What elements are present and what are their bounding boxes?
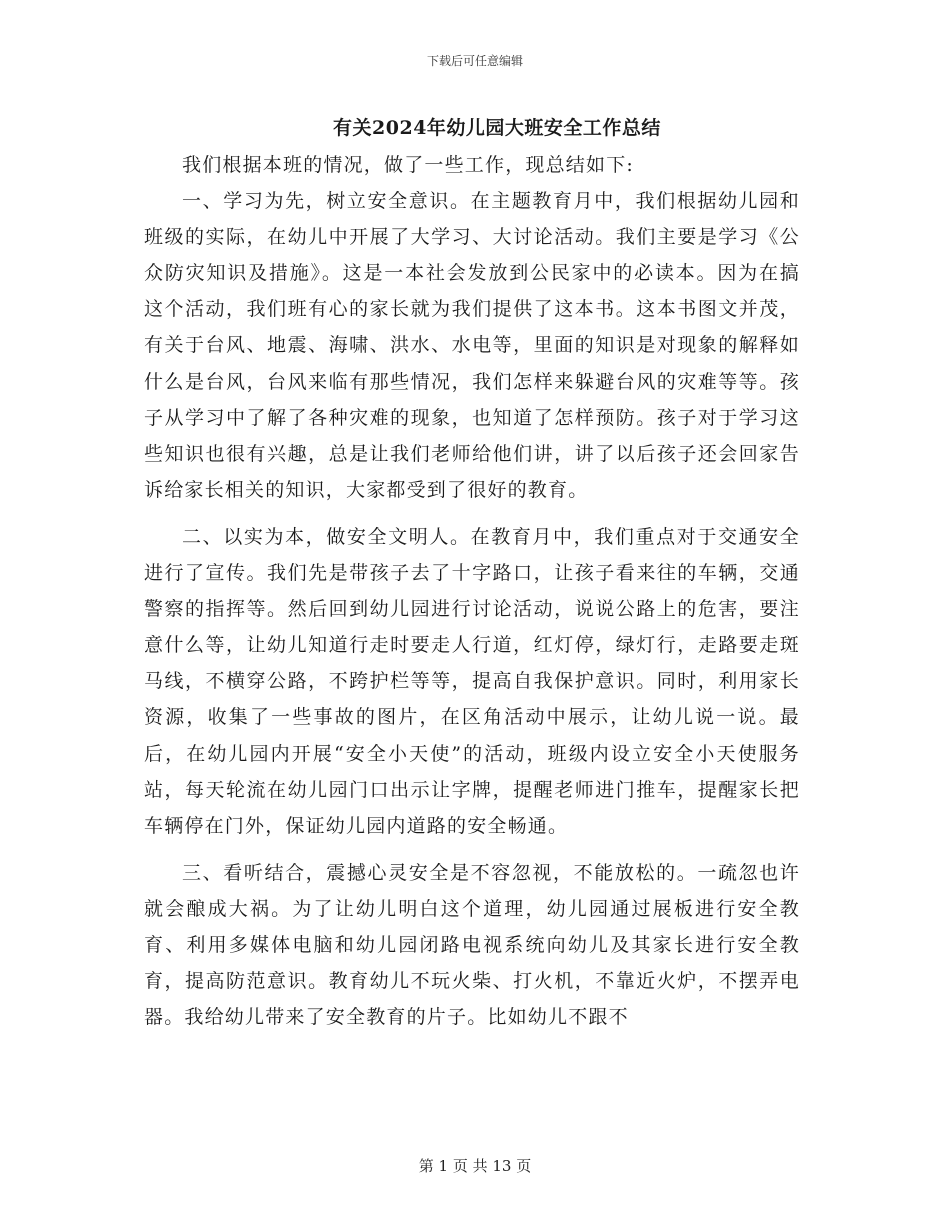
document-body (144, 147, 800, 1035)
page-header-note: 下载后可任意编辑 (426, 54, 523, 68)
page-number: 第 1 页 共 13 页 (418, 1157, 532, 1175)
section-three-paragraph: 三、看听结合，震撼心灵安全是不容忽视，不能放松的。一疏忽也许就会酿成大祸。为了让幼儿明白这个道理，幼儿园通过展板进行安全教育、利用多媒体电脑和幼儿园闭路电视系统向幼儿及其家长进行安全教育，提高防范意识。教育幼儿不玩火柴、打火机，不靠近火炉，不摆弄电器。我给幼儿带来了安全教育的片子。比如幼儿不跟不 (144, 861, 800, 1029)
section-two-paragraph: 二、以实为本，做安全文明人。在教育月中，我们重点对于交通安全进行了宣传。我们先是带孩子去了十字路口，让孩子看来往的车辆，交通警察的指挥等。然后回到幼儿园进行讨论活动，说说公路上的危害，要注意什么等，让幼儿知道行走时要走人行道，红灯停，绿灯行，走路要走斑马线，不横穿公路，不跨护栏等等，提高自我保护意识。同时，利用家长资源，收集了一些事故的图片，在区角活动中展示，让幼儿说一说。最后，在幼儿园内开展“安全小天使”的活动，班级内设立安全小天使服务站，每天轮流在幼儿园门口出示让字牌，提醒老师进门推车，提醒家长把车辆停在门外，保证幼儿园内道路的安全畅通。 (144, 525, 800, 837)
intro-paragraph: 我们根据本班的情况，做了一些工作，现总结如下: (182, 154, 635, 176)
section-one-paragraph: 一、学习为先，树立安全意识。在主题教育月中，我们根据幼儿园和班级的实际，在幼儿中开展了大学习、大讨论活动。我们主要是学习《公众防灾知识及措施》。这是一本社会发放到公民家中的必读本。因为在搞这个活动，我们班有心的家长就为我们提供了这本书。这本书图文并茂，有关于台风、地震、海啸、洪水、水电等，里面的知识是对现象的解释如什么是台风，台风来临有那些情况，我们怎样来躲避台风的灾难等等。孩子从学习中了解了各种灾难的现象，也知道了怎样预防。孩子对于学习这些知识也很有兴趣，总是让我们老师给他们讲，讲了以后孩子还会回家告诉给家长相关的知识，大家都受到了很好的教育。 (144, 190, 800, 501)
document-title: 有关2024年幼儿园大班安全工作总结 (333, 117, 661, 139)
